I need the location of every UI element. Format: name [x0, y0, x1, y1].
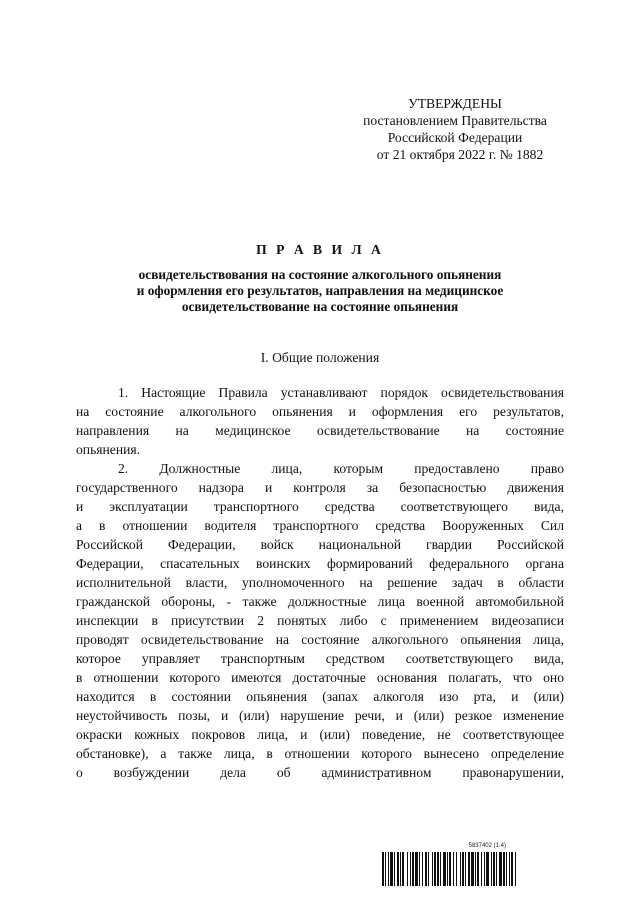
barcode-bar	[499, 852, 502, 886]
text-line: 1. Настоящие Правила устанавливают порядок освидетельствования	[118, 385, 564, 400]
barcode-bar	[390, 852, 393, 886]
text-line: окраски кожных покровов лица, и (или) поведение, не соответствующее	[76, 727, 564, 742]
approval-heading: УТВЕРЖДЕНЫ	[408, 96, 502, 111]
barcode-bar	[422, 852, 423, 886]
approval-authority: Российской Федерации	[387, 130, 523, 145]
barcode-block	[382, 843, 568, 889]
barcode-bar	[447, 852, 448, 886]
barcode-bar	[481, 852, 482, 886]
text-line: на состояние алкогольного опьянения и оформления его результатов,	[76, 404, 564, 419]
text-line: проводят освидетельствование на состояние алкогольного опьянения лица,	[76, 632, 564, 647]
subtitle-line-1: освидетельствования на состояние алкогольного опьянения	[138, 267, 502, 282]
barcode-bar	[402, 852, 404, 886]
barcode-bar	[412, 852, 414, 886]
text-line: опьянения.	[76, 442, 141, 457]
text-line: гражданской обороны, - также должностные лица военной автомобильной	[76, 594, 564, 609]
barcode-bar	[394, 852, 395, 886]
barcode-bar	[425, 852, 427, 886]
subtitle-line-3: освидетельствование на состояние опьянения	[181, 299, 459, 314]
approval-block	[345, 95, 565, 163]
text-line: о возбуждении дела об административном правонарушении,	[76, 765, 564, 780]
barcode-bar	[410, 852, 411, 886]
text-line: в отношении которого имеются достаточные основания полагать, что оно	[76, 670, 564, 685]
barcode-bar	[477, 852, 479, 886]
section-heading: I. Общие положения	[260, 350, 380, 365]
barcode-label: 5837402 (1.4)	[468, 843, 506, 849]
barcode-bar	[515, 852, 516, 886]
barcode-bar	[506, 852, 507, 886]
document-subtitle	[85, 267, 555, 315]
barcode-bar	[462, 852, 464, 886]
paragraph-2	[76, 459, 564, 782]
text-line: а в отношении водителя транспортного средства Вооруженных Сил	[76, 518, 564, 533]
barcode-bar	[491, 852, 492, 886]
text-line: направления на медицинское освидетельствование на состояние	[76, 423, 564, 438]
barcode-bar	[440, 852, 441, 886]
barcode-bar	[468, 852, 470, 886]
barcode-bar	[432, 852, 433, 886]
document-title: П Р А В И Л А	[256, 242, 384, 257]
text-line: Федерации, спасательных воинских формирований федерального органа	[76, 556, 564, 571]
barcode-bar	[449, 852, 451, 886]
barcode-bar	[382, 852, 384, 886]
barcode-bar	[509, 852, 510, 886]
approval-date-number: от 21 октября 2022 г. № 1882	[376, 147, 544, 162]
barcode-bar	[496, 852, 497, 886]
barcode-bar	[407, 852, 408, 886]
barcode-bar	[465, 852, 466, 886]
barcode-bar	[437, 852, 439, 886]
barcode-bar	[453, 852, 454, 886]
barcode-bar	[471, 852, 474, 886]
barcode-image	[382, 852, 568, 886]
barcode-bar	[503, 852, 505, 886]
barcode-bar	[397, 852, 399, 886]
paragraph-1	[76, 383, 564, 459]
text-line: Российской Федерации, войск национальной гвардии Российской	[76, 537, 564, 552]
barcode-bar	[385, 852, 386, 886]
text-line: обстановке), а также лица, в отношении которого вынесено определение	[76, 746, 564, 761]
text-line: исполнительной власти, уполномоченного на решение задач в области	[76, 575, 564, 590]
barcode-bar	[428, 852, 429, 886]
barcode-bar	[486, 852, 489, 886]
body-text	[76, 383, 564, 782]
barcode-bar	[475, 852, 476, 886]
barcode-bar	[484, 852, 485, 886]
text-line: и эксплуатации транспортного средства соответствующего вида,	[76, 499, 564, 514]
barcode-bar	[493, 852, 495, 886]
approval-decree: постановлением Правительства	[363, 113, 547, 128]
text-line: инспекции в присутствии 2 понятых либо с применением видеозаписи	[76, 613, 564, 628]
text-line: неустойчивость позы, и (или) нарушение речи, и (или) резкое изменение	[76, 708, 564, 723]
subtitle-line-2: и оформления его результатов, направления на медицинское	[136, 283, 504, 298]
barcode-bar	[443, 852, 446, 886]
barcode-bar	[511, 852, 513, 886]
barcode-bar	[419, 852, 420, 886]
barcode-bar	[456, 852, 457, 886]
barcode-bar	[388, 852, 389, 886]
text-line: 2. Должностные лица, которым предоставлено право	[118, 461, 564, 476]
barcode-bar	[434, 852, 436, 886]
text-line: которое управляет транспортным средством соответствующего вида,	[76, 651, 564, 666]
barcode-bar	[400, 852, 401, 886]
text-line: находится в состоянии опьянения (запах алкоголя изо рта, и (или)	[76, 689, 564, 704]
barcode-bar	[460, 852, 461, 886]
barcode-bar	[415, 852, 418, 886]
text-line: государственного надзора и контроля за безопасностью движения	[76, 480, 564, 495]
